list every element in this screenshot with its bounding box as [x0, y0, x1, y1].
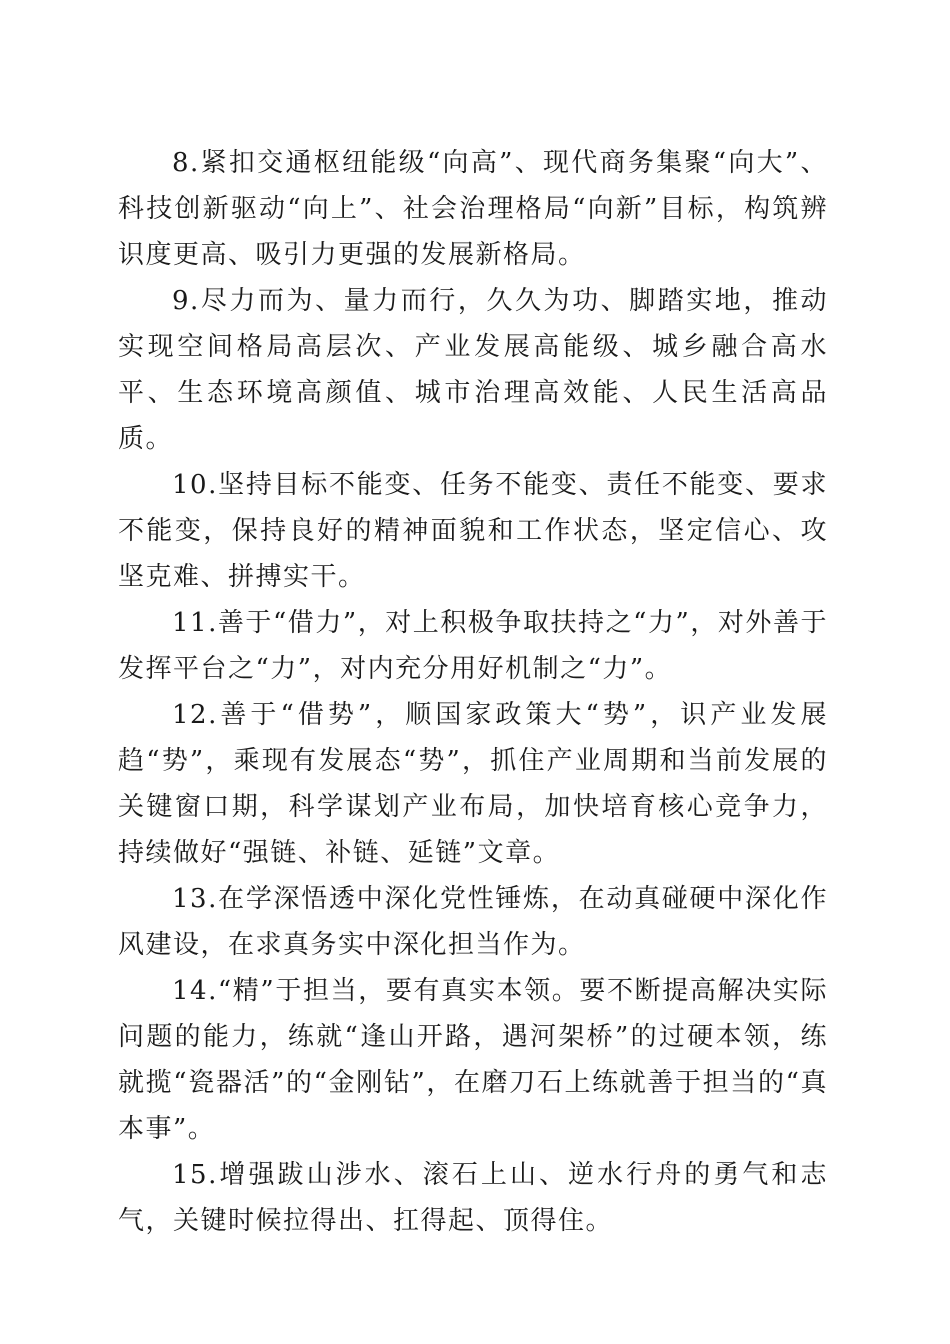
paragraph-item-14: 14.“精”于担当，要有真实本领。要不断提高解决实际问题的能力，练就“逢山开路，遇河架桥”的过硬本领，练就揽“瓷器活”的“金刚钻”，在磨刀石上练就善于担当的“真本事”。	[118, 976, 828, 1144]
paragraph-item-9: 9.尽力而为、量力而行，久久为功、脚踏实地，推动实现空间格局高层次、产业发展高能级、城乡融合高水平、生态环境高颜值、城市治理高效能、人民生活高品质。	[118, 286, 828, 454]
paragraph-item-15: 15.增强跋山涉水、滚石上山、逆水行舟的勇气和志气，关键时候拉得出、扛得起、顶得住。	[118, 1160, 828, 1236]
document-body	[118, 140, 828, 1244]
paragraph-item-8: 8.紧扣交通枢纽能级“向高”、现代商务集聚“向大”、科技创新驱动“向上”、社会治理格局“向新”目标，构筑辨识度更高、吸引力更强的发展新格局。	[118, 148, 828, 270]
paragraph-item-10: 10.坚持目标不能变、任务不能变、责任不能变、要求不能变，保持良好的精神面貌和工作状态，坚定信心、攻坚克难、拼搏实干。	[118, 470, 828, 592]
paragraph-item-13: 13.在学深悟透中深化党性锤炼，在动真碰硬中深化作风建设，在求真务实中深化担当作为。	[118, 884, 828, 960]
paragraph-item-12: 12.善于“借势”，顺国家政策大“势”，识产业发展趋“势”，乘现有发展态“势”，抓住产业周期和当前发展的关键窗口期，科学谋划产业布局，加快培育核心竞争力，持续做好“强链、补链、延链”文章。	[118, 700, 828, 868]
paragraph-item-11: 11.善于“借力”，对上积极争取扶持之“力”，对外善于发挥平台之“力”，对内充分用好机制之“力”。	[118, 608, 828, 684]
